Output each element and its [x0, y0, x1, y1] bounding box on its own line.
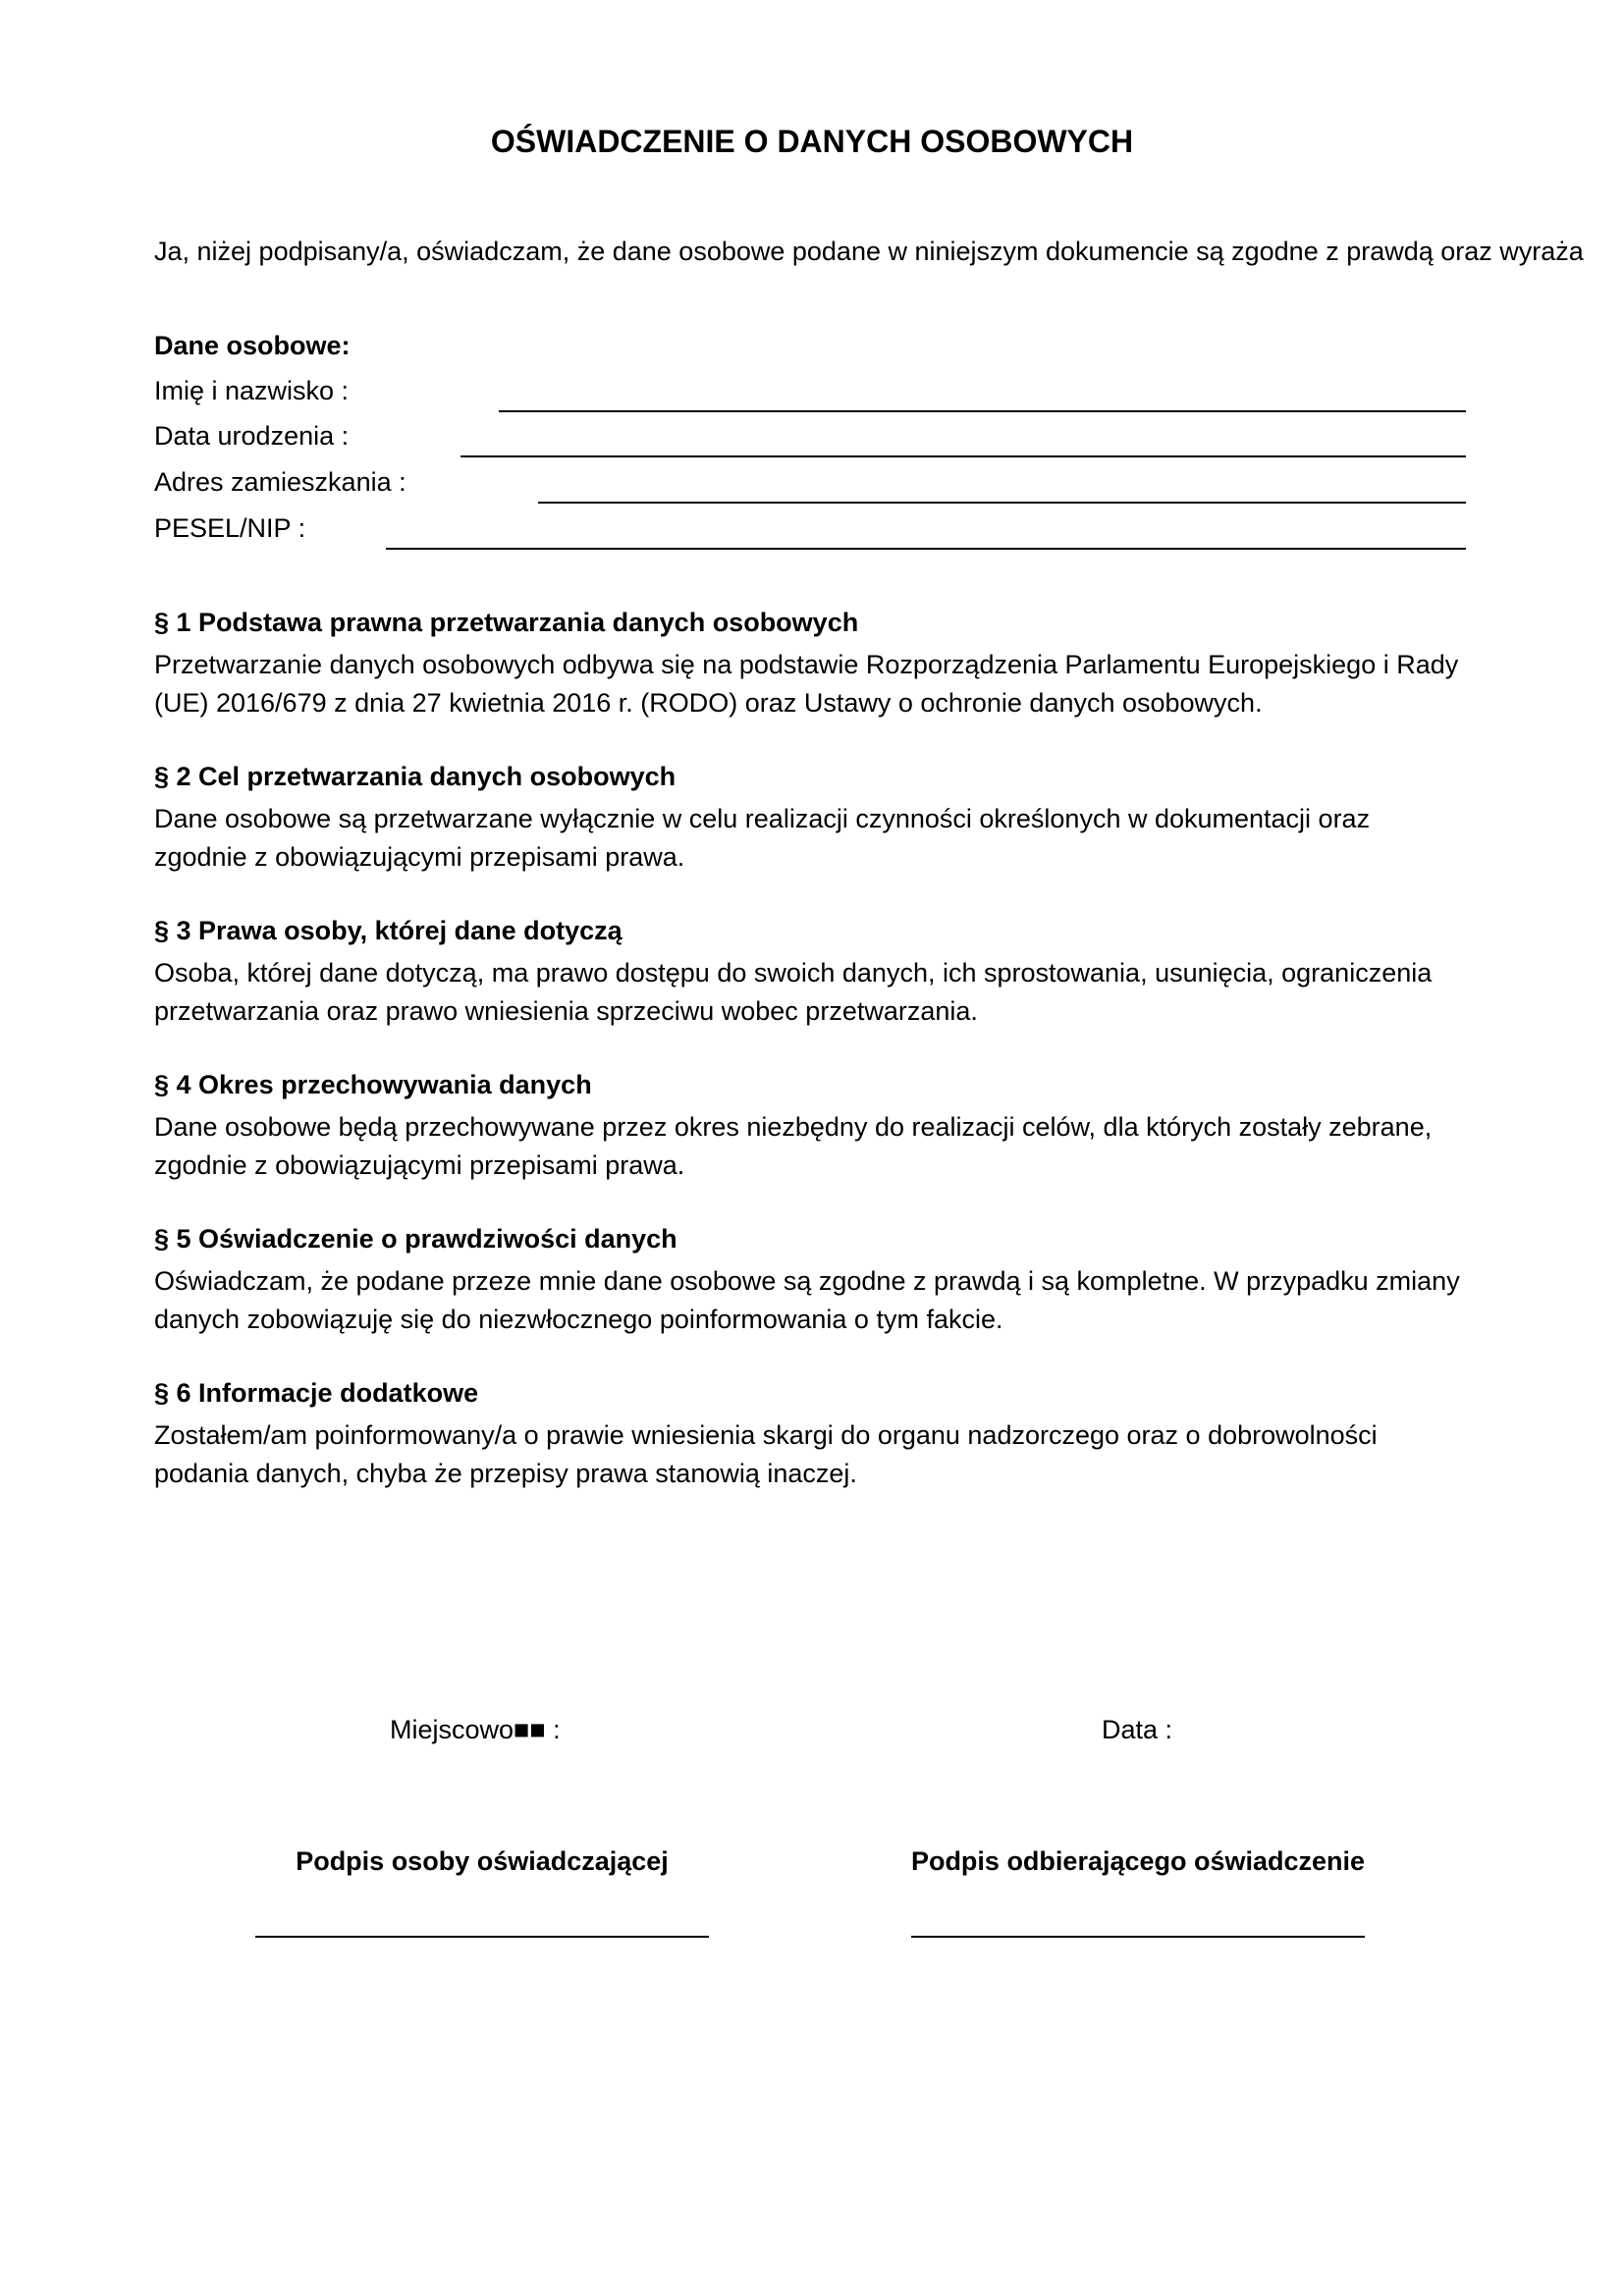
section-heading: § 6 Informacje dodatkowe — [154, 1378, 479, 1408]
field-address — [154, 460, 1466, 504]
section-heading: § 5 Oświadczenie o prawdziwości danych — [154, 1224, 677, 1254]
section-1 — [154, 605, 1470, 722]
section-3 — [154, 913, 1470, 1031]
signature-right-line[interactable] — [911, 1936, 1365, 1938]
signature-right-title: Podpis odbierającego oświadczenie — [910, 1846, 1366, 1876]
field-label: PESEL/NIP : — [154, 513, 306, 543]
personal-data-heading: Dane osobowe: — [154, 331, 351, 360]
date-label: Data : — [1102, 1715, 1173, 1744]
field-name — [154, 369, 1466, 412]
section-text: Osoba, której dane dotyczą, ma prawo dostępu do swoich danych, ich sprostowania, usunięcia, ograniczenia przetwarzania oraz prawo wniesienia sprzeciwu wobec przetwarzania. — [154, 958, 1433, 1026]
section-heading: § 3 Prawa osoby, której dane dotyczą — [154, 916, 623, 945]
section-heading: § 1 Podstawa prawna przetwarzania danych osobowych — [154, 608, 859, 637]
section-6 — [154, 1375, 1470, 1493]
section-text: Dane osobowe są przetwarzane wyłącznie w celu realizacji czynności określonych w dokumentacji oraz zgodnie z obowiązującymi przepisami prawa. — [154, 804, 1371, 872]
place-label: Miejscowo■■ : — [390, 1715, 561, 1744]
field-pesel-nip-line[interactable] — [386, 548, 1466, 550]
section-5 — [154, 1221, 1470, 1339]
field-pesel-nip — [154, 507, 1466, 550]
field-name-line[interactable] — [499, 410, 1466, 412]
field-birthdate-line[interactable] — [460, 455, 1466, 457]
section-text: Zostałem/am poinformowany/a o prawie wniesienia skargi do organu nadzorczego oraz o dobrowolności podania danych, chyba że przepisy prawa stanowią inaczej. — [154, 1420, 1378, 1488]
section-heading: § 4 Okres przechowywania danych — [154, 1070, 592, 1099]
field-birthdate — [154, 414, 1466, 457]
section-heading: § 2 Cel przetwarzania danych osobowych — [154, 762, 677, 791]
document-title: OŚWIADCZENIE O DANYCH OSOBOWYCH — [490, 124, 1134, 159]
signature-left-line[interactable] — [255, 1936, 709, 1938]
section-text: Przetwarzanie danych osobowych odbywa się na podstawie Rozporządzenia Parlamentu Europejskiego i Rady (UE) 2016/679 z dnia 27 kwietnia 2016 r. (RODO) oraz Ustawy o ochronie danych osobowych. — [154, 650, 1459, 718]
field-address-line[interactable] — [538, 502, 1466, 504]
intro-text: Ja, niżej podpisany/a, oświadczam, że dane osobowe podane w niniejszym dokumencie są zgodne z prawdą oraz wyraża — [154, 237, 1584, 266]
field-label: Data urodzenia : — [154, 421, 350, 451]
section-2 — [154, 759, 1470, 877]
signature-left-title: Podpis osoby oświadczającej — [296, 1846, 669, 1876]
field-label: Adres zamieszkania : — [154, 467, 406, 497]
field-label: Imię i nazwisko : — [154, 376, 350, 405]
section-text: Dane osobowe będą przechowywane przez okres niezbędny do realizacji celów, dla których zostały zebrane, zgodnie z obowiązującymi przepisami prawa. — [154, 1112, 1433, 1180]
section-text: Oświadczam, że podane przeze mnie dane osobowe są zgodne z prawdą i są kompletne. W przypadku zmiany danych zobowiązuję się do niezwłocznego poinformowania o tym fakcie. — [154, 1266, 1460, 1334]
section-4 — [154, 1067, 1470, 1185]
